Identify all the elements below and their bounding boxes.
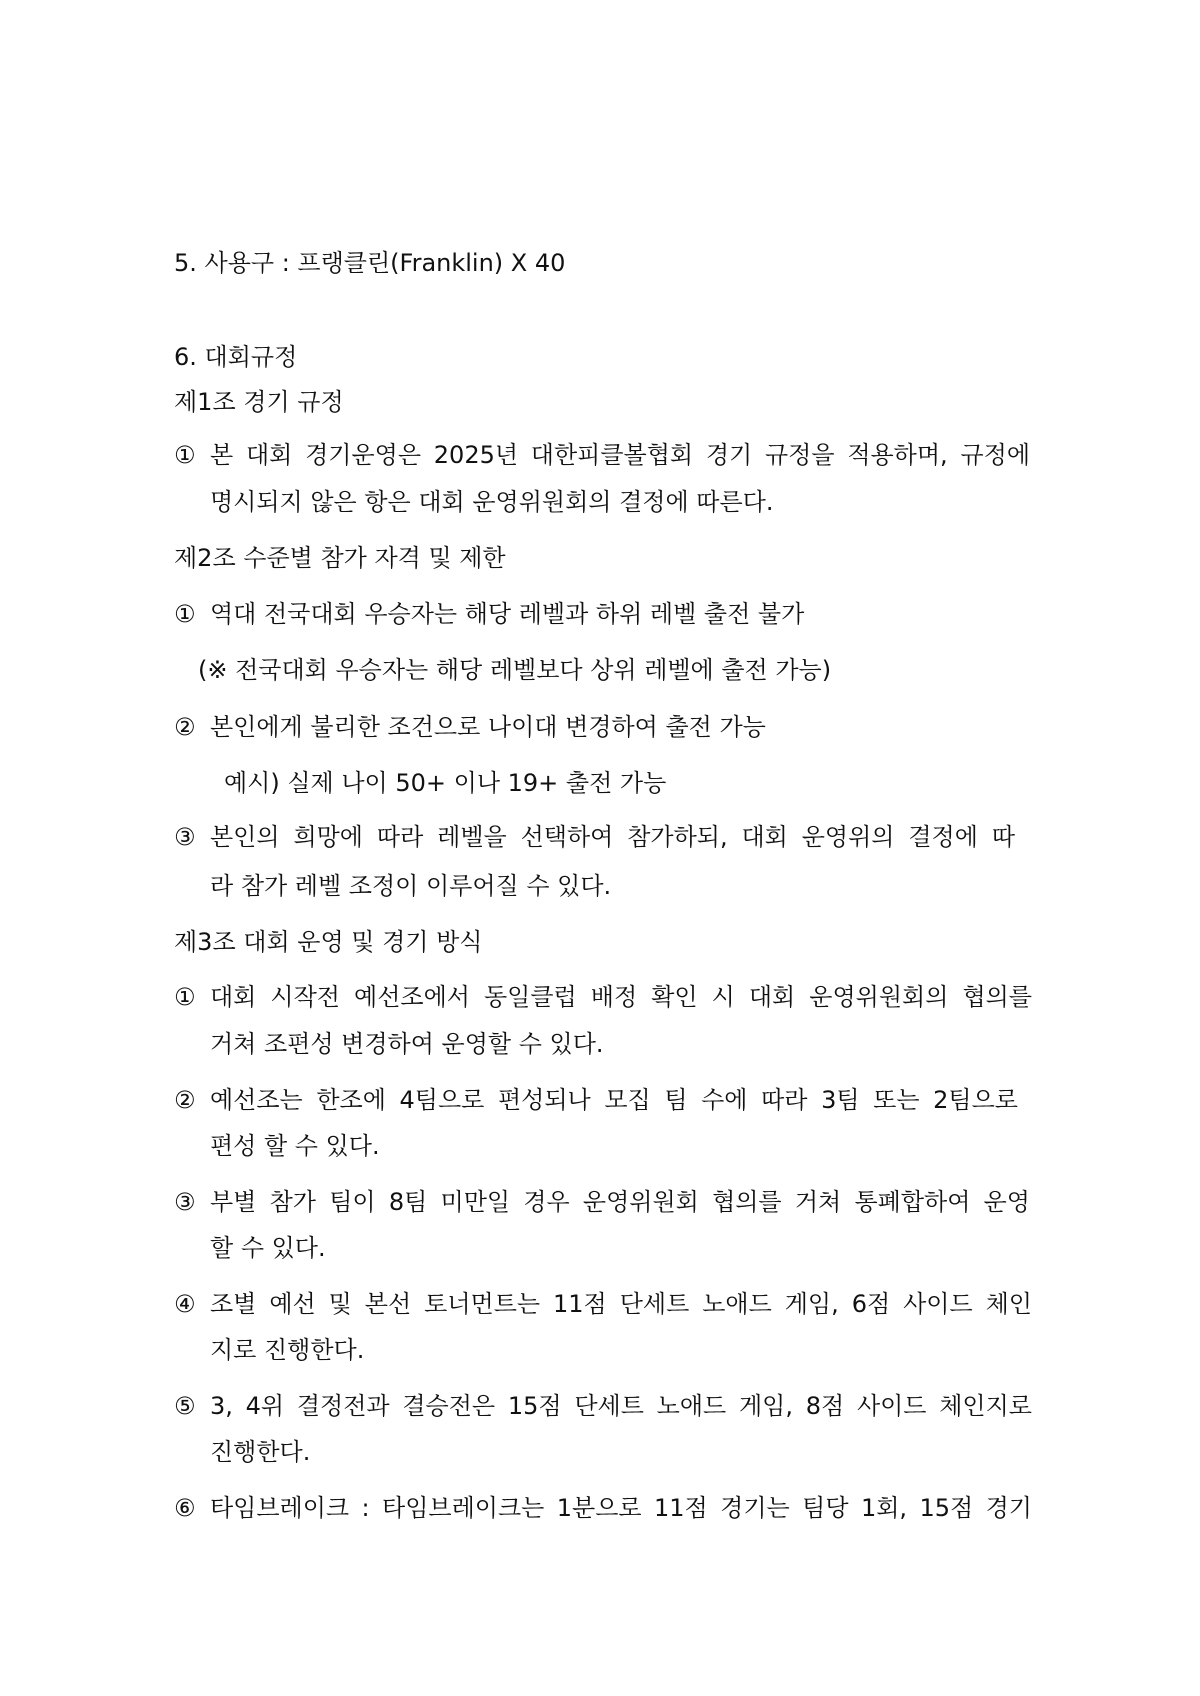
item-text-line-1: 타임브레이크 : 타임브레이크는 1분으로 11점 경기는 팀당 1회, 15점 경기 bbox=[210, 1494, 1032, 1522]
item-text-line-1: 부별 참가 팀이 8팀 미만일 경우 운영위원회 협의를 거쳐 통폐합하여 운영 bbox=[210, 1188, 1030, 1216]
item-example: 예시) 실제 나이 50+ 이나 19+ 출전 가능 bbox=[224, 769, 667, 797]
item-text-line-2: 지로 진행한다. bbox=[210, 1336, 365, 1364]
item-text-line-2: 명시되지 않은 항은 대회 운영위원회의 결정에 따른다. bbox=[210, 488, 774, 516]
item-text-line-2: 라 참가 레벨 조정이 이루어질 수 있다. bbox=[210, 872, 612, 900]
section-5-equipment: 5. 사용구 : 프랭클린(Franklin) X 40 bbox=[174, 249, 566, 277]
item-text-line-1: 예선조는 한조에 4팀으로 편성되나 모집 팀 수에 따라 3팀 또는 2팀으로 bbox=[210, 1086, 1018, 1114]
article-3-heading: 제3조 대회 운영 및 경기 방식 bbox=[174, 928, 483, 956]
item-number: ⑤ bbox=[174, 1392, 196, 1420]
item-number: ① bbox=[174, 600, 196, 628]
item-number: ③ bbox=[174, 823, 196, 851]
item-text-line-1: 본인의 희망에 따라 레벨을 선택하여 참가하되, 대회 운영위의 결정에 따 bbox=[210, 823, 1015, 851]
article-2-heading: 제2조 수준별 참가 자격 및 제한 bbox=[174, 544, 506, 572]
item-text-line-2: 거쳐 조편성 변경하여 운영할 수 있다. bbox=[210, 1030, 604, 1058]
item-text: 역대 전국대회 우승자는 해당 레벨과 하위 레벨 출전 불가 bbox=[210, 600, 805, 628]
item-text-line-1: 대회 시작전 예선조에서 동일클럽 배정 확인 시 대회 운영위원회의 협의를 bbox=[210, 983, 1032, 1011]
item-note: (※ 전국대회 우승자는 해당 레벨보다 상위 레벨에 출전 가능) bbox=[198, 656, 832, 684]
article-1-heading: 제1조 경기 규정 bbox=[174, 388, 344, 416]
item-text-line-1: 본 대회 경기운영은 2025년 대한피클볼협회 경기 규정을 적용하며, 규정에 bbox=[210, 441, 1030, 469]
item-text-line-2: 편성 할 수 있다. bbox=[210, 1132, 380, 1160]
item-text-line-1: 3, 4위 결정전과 결승전은 15점 단세트 노애드 게임, 8점 사이드 체인지로 bbox=[210, 1392, 1032, 1420]
item-number: ④ bbox=[174, 1290, 196, 1318]
item-number: ⑥ bbox=[174, 1494, 196, 1522]
item-text-line-2: 진행한다. bbox=[210, 1438, 311, 1466]
item-number: ③ bbox=[174, 1188, 196, 1216]
item-number: ② bbox=[174, 1086, 196, 1114]
item-number: ① bbox=[174, 983, 196, 1011]
item-number: ② bbox=[174, 713, 196, 741]
item-text-line-2: 할 수 있다. bbox=[210, 1234, 326, 1262]
item-text-line-1: 조별 예선 및 본선 토너먼트는 11점 단세트 노애드 게임, 6점 사이드 체인 bbox=[210, 1290, 1032, 1318]
section-6-title: 6. 대회규정 bbox=[174, 343, 298, 371]
item-text: 본인에게 불리한 조건으로 나이대 변경하여 출전 가능 bbox=[210, 713, 766, 741]
item-number: ① bbox=[174, 441, 196, 469]
